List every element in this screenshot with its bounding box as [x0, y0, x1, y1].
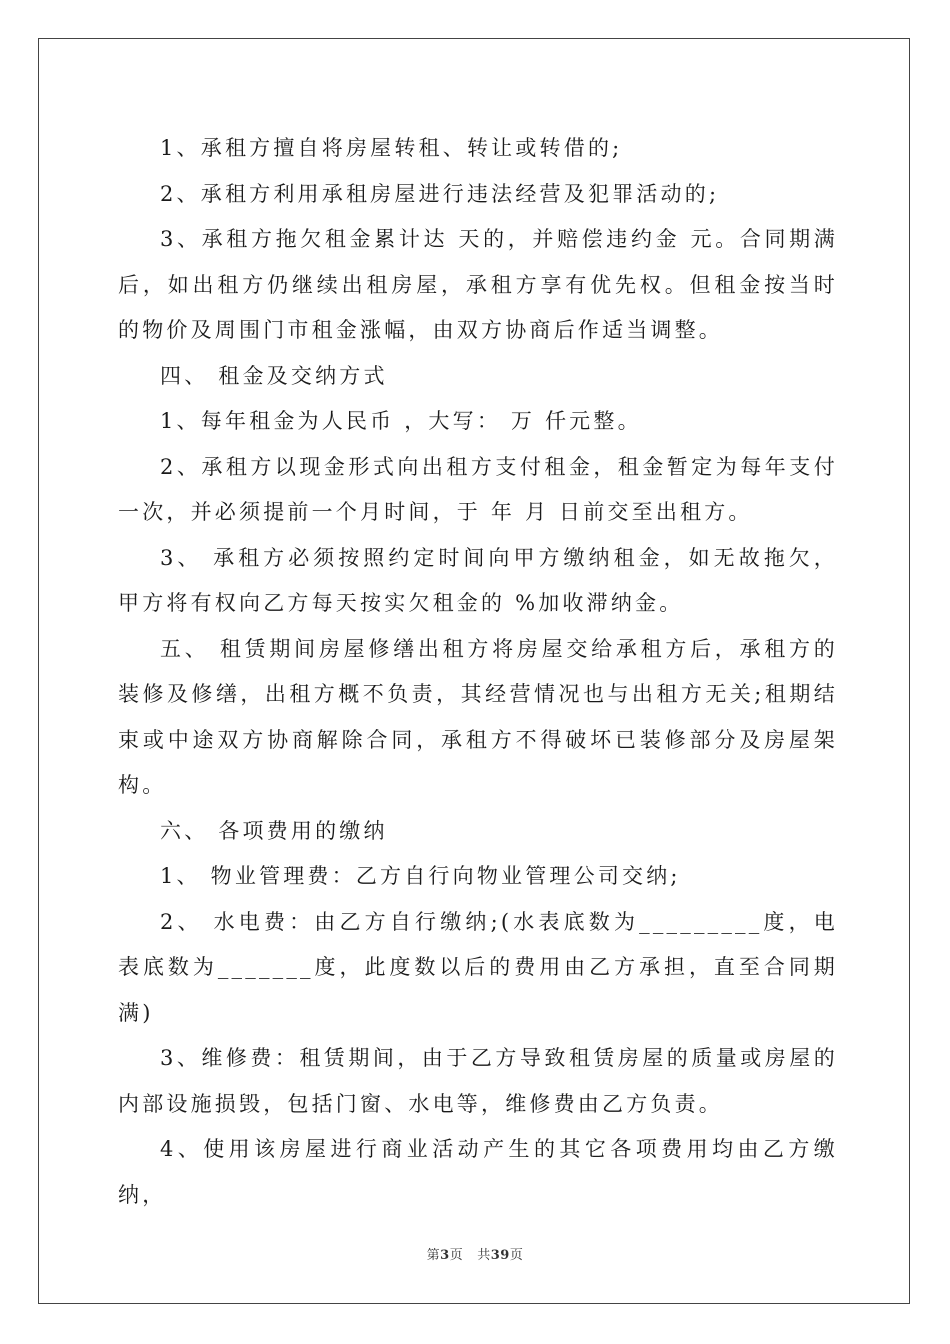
- paragraph: 4、使用该房屋进行商业活动产生的其它各项费用均由乙方缴纳，: [118, 1137, 838, 1207]
- section-heading: 六、 各项费用的缴纳: [160, 818, 388, 843]
- footer-total-prefix: 共: [477, 1248, 491, 1263]
- paragraph: 2、承租方利用承租房屋进行违法经营及犯罪活动的;: [160, 181, 720, 206]
- paragraph: 1、承租方擅自将房屋转租、转让或转借的;: [160, 136, 623, 160]
- page-footer: [0, 1244, 950, 1263]
- footer-page-total: 39: [490, 1248, 510, 1263]
- paragraph: 3、承租方拖欠租金累计达 天的，并赔偿违约金 元。合同期满后，如出租方仍继续出租房屋，承租方享有优先权。但租金按当时的物价及周围门市租金涨幅，由双方协商后作适当调整。: [118, 227, 838, 342]
- document-body: [118, 126, 838, 1218]
- section-heading: 四、 租金及交纳方式: [160, 363, 388, 388]
- paragraph: 3、 承租方必须按照约定时间向甲方缴纳租金，如无故拖欠，甲方将有权向乙方每天按实欠租金的 %加收滞纳金。: [118, 545, 838, 615]
- paragraph: 2、承租方以现金形式向出租方支付租金，租金暂定为每年支付一次，并必须提前一个月时间，于 年 月 日前交至出租方。: [118, 454, 838, 524]
- section-heading: 五、 租赁期间房屋修缮出租方将房屋交给承租方后，承租方的装修及修缮，出租方概不负责，其经营情况也与出租方无关;租期结束或中途双方协商解除合同，承租方不得破坏已装修部分及房屋架构。: [118, 636, 838, 797]
- footer-page-suffix: 页: [449, 1248, 464, 1263]
- paragraph: 2、 水电费：由乙方自行缴纳;(水表底数为_________度，电表底数为_______度，此度数以后的费用由乙方承担，直至合同期满): [118, 909, 838, 1025]
- paragraph: 1、每年租金为人民币 ，大写： 万 仟元整。: [160, 409, 642, 433]
- paragraph: 3、维修费：租赁期间，由于乙方导致租赁房屋的质量或房屋的内部设施损毁，包括门窗、水电等，维修费由乙方负责。: [118, 1046, 838, 1116]
- footer-page-current: 3: [440, 1248, 450, 1263]
- footer-page-prefix: 第: [426, 1248, 441, 1263]
- footer-total-suffix: 页: [509, 1248, 524, 1263]
- paragraph: 1、 物业管理费：乙方自行向物业管理公司交纳;: [160, 864, 681, 888]
